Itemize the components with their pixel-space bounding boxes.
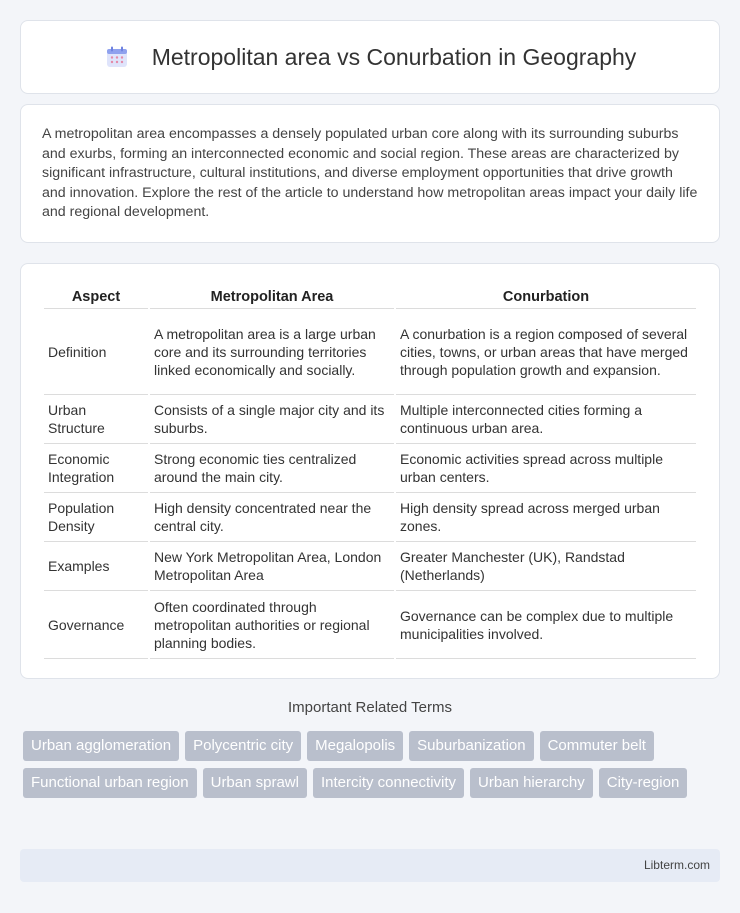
metropolitan-cell: New York Metropolitan Area, London Metropolitan Area <box>150 542 394 591</box>
related-term-tag[interactable]: Polycentric city <box>185 731 301 761</box>
conurbation-cell: Governance can be complex due to multiple municipalities involved. <box>396 591 696 659</box>
comparison-table <box>42 285 698 659</box>
related-terms-heading: Important Related Terms <box>288 699 452 716</box>
table-row <box>44 542 696 591</box>
table-row <box>44 395 696 444</box>
metropolitan-cell: High density concentrated near the central city. <box>150 493 394 542</box>
table-row <box>44 493 696 542</box>
aspect-cell: Population Density <box>44 493 148 542</box>
intro-card <box>20 104 720 243</box>
conurbation-cell: High density spread across merged urban zones. <box>396 493 696 542</box>
calendar-grid-icon <box>104 44 130 70</box>
related-terms-list <box>23 731 713 798</box>
footer <box>20 849 720 882</box>
table-header-row <box>44 285 696 309</box>
related-term-tag[interactable]: Urban hierarchy <box>470 768 593 798</box>
metropolitan-cell: Consists of a single major city and its suburbs. <box>150 395 394 444</box>
table-row <box>44 444 696 493</box>
title-card <box>20 20 720 94</box>
related-term-tag[interactable]: Commuter belt <box>540 731 654 761</box>
conurbation-cell: Greater Manchester (UK), Randstad (Netherlands) <box>396 542 696 591</box>
aspect-cell: Governance <box>44 591 148 659</box>
related-term-tag[interactable]: Intercity connectivity <box>313 768 464 798</box>
comparison-card <box>20 263 720 679</box>
conurbation-cell: Economic activities spread across multiple urban centers. <box>396 444 696 493</box>
conurbation-cell: Multiple interconnected cities forming a continuous urban area. <box>396 395 696 444</box>
related-term-tag[interactable]: Suburbanization <box>409 731 533 761</box>
table-row <box>44 591 696 659</box>
column-header-conurbation: Conurbation <box>396 285 696 309</box>
aspect-cell: Urban Structure <box>44 395 148 444</box>
aspect-cell: Examples <box>44 542 148 591</box>
aspect-cell: Economic Integration <box>44 444 148 493</box>
metropolitan-cell: Strong economic ties centralized around the main city. <box>150 444 394 493</box>
footer-site-link[interactable]: Libterm.com <box>643 858 710 872</box>
conurbation-cell: A conurbation is a region composed of several cities, towns, or urban areas that have merged through population growth and expansion. <box>396 309 696 395</box>
related-term-tag[interactable]: Functional urban region <box>23 768 197 798</box>
aspect-cell: Definition <box>44 309 148 395</box>
metropolitan-cell: Often coordinated through metropolitan authorities or regional planning bodies. <box>150 591 394 659</box>
related-term-tag[interactable]: Megalopolis <box>307 731 403 761</box>
related-term-tag[interactable]: Urban agglomeration <box>23 731 179 761</box>
column-header-aspect: Aspect <box>44 285 148 309</box>
metropolitan-cell: A metropolitan area is a large urban core and its surrounding territories linked economically and socially. <box>150 309 394 395</box>
related-term-tag[interactable]: City-region <box>599 768 688 798</box>
table-row <box>44 309 696 395</box>
intro-paragraph: A metropolitan area encompasses a densely populated urban core along with its surrounding suburbs and exurbs, forming an interconnected economic and social region. These areas are characterized by significant infrastructure, cultural institutions, and diverse employment opportunities that drive growth and innovation. Explore the rest of the article to understand how metropolitan areas impact your daily life and regional development. <box>42 126 698 221</box>
page-title: Metropolitan area vs Conurbation in Geography <box>151 43 637 70</box>
related-term-tag[interactable]: Urban sprawl <box>203 768 307 798</box>
column-header-metropolitan: Metropolitan Area <box>150 285 394 309</box>
